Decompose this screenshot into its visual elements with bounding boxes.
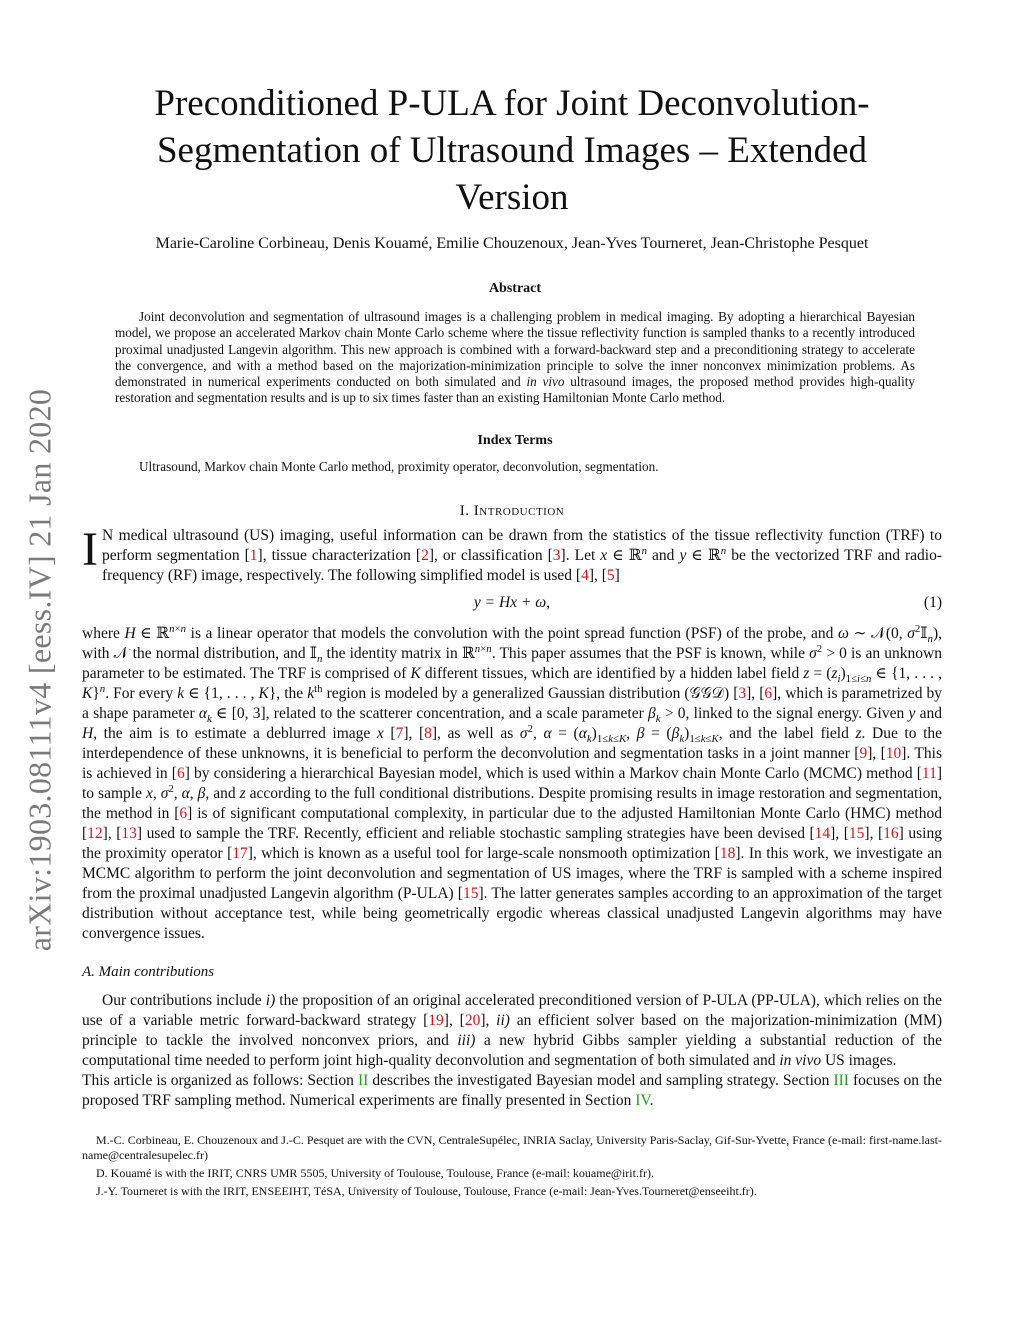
citation-link[interactable]: 6 bbox=[179, 804, 188, 822]
subsection-heading-main-contributions: A. Main contributions bbox=[82, 963, 215, 980]
footnote: M.-C. Corbineau, E. Chouzenoux and J.-C. Pesquet are with the CVN, CentraleSupélec, INRIA Saclay, University Paris-Saclay, Gif-Sur-Yvette, France (e-mail: first-name.last-name@centralesupelec.fr) bbox=[82, 1132, 942, 1162]
arxiv-identifier: arXiv:1903.08111v4 [eess.IV] 21 Jan 2020 bbox=[21, 388, 58, 952]
author-list: Marie-Caroline Corbineau, Denis Kouamé, Emilie Chouzenoux, Jean-Yves Tourneret, Jean-Christophe Pesquet bbox=[155, 235, 869, 252]
citation-link[interactable]: 19 bbox=[428, 1011, 444, 1029]
footnote: D. Kouamé is with the IRIT, CNRS UMR 5505, University of Toulouse, Toulouse, France (e-mail: kouame@irit.fr). bbox=[96, 1165, 654, 1180]
abstract-heading: Abstract bbox=[488, 281, 542, 296]
citation-link[interactable]: 1 bbox=[249, 546, 258, 564]
intro-paragraph-1: I N medical ultrasound (US) imaging, useful information can be drawn from the statistics of the tissue reflectivity function (TRF) to perform segmentation [1], tissue characterization [2], or classification [3]. Let x ∈ ℝ$^n$ and y ∈ ℝ$^n$ be the vectorized TRF and radio-frequency (RF) image, respectively. The following simplified model is used [4], [5] bbox=[82, 522, 943, 584]
index-terms-text: Ultrasound, Markov chain Monte Carlo method, proximity operator, deconvolution, segmentation. bbox=[139, 458, 659, 474]
citation-link[interactable]: 20 bbox=[464, 1011, 481, 1029]
drop-cap: I bbox=[82, 522, 98, 576]
citation-link[interactable]: 14 bbox=[814, 824, 831, 842]
equation-1: y = Hx + ω, (1) bbox=[473, 593, 942, 611]
citation-link[interactable]: 10 bbox=[885, 744, 902, 762]
citation-link[interactable]: 4 bbox=[581, 566, 589, 584]
footnotes bbox=[82, 1133, 942, 1199]
citation-link[interactable]: 9 bbox=[859, 744, 868, 762]
citation-link[interactable]: 11 bbox=[921, 764, 937, 782]
section-ref-link[interactable]: IV bbox=[635, 1091, 650, 1109]
citation-link[interactable]: 15 bbox=[848, 824, 865, 842]
citation-link[interactable]: 12 bbox=[87, 824, 103, 842]
equation-number: (1) bbox=[923, 593, 942, 611]
citation-link[interactable]: 18 bbox=[719, 844, 736, 862]
citation-link[interactable]: 6 bbox=[176, 764, 185, 782]
section-heading-introduction: I. Introduction bbox=[459, 502, 565, 519]
intro-paragraph-2: where H ∈ ℝ$^{n\times n}$ is a linear operator that models the convolution with the point spread function (PSF) of the probe, and ω ∼ 𝒩(0, $\sigma^2𝕀_n$), with 𝒩 the normal distribution, and 𝕀$_n$ the identity matrix in ℝ$^{n\times n}$. This paper assumes that the PSF is known, while $\sigma^2 > 0$ is an unknown parameter to be estimated. The TRF is comprised of K different tissues, which are identified by a hidden label field $z = (z_i)_{1\le i\le n}$ ∈ {1, . . . , K}$^n$. For every k ∈ {1, . . . , K}, the $k^{th}$ region is modeled by a generalized Gaussian distribution (𝒢𝒢𝒟) [3], [6], which is parametrized by a shape parameter $\alpha_k$ ∈ [0, 3], related to the scatterer concentration, and a scale parameter $\beta_k > 0$, linked to the signal energy. Given y and H, the aim is to estimate a deblurred image x [7], [8], as well as $\sigma^2$, $\alpha = (\alpha_k)_{1\le k\le K}$, $\beta = (\beta_k)_{1\le k\le K}$, and the label field z. Due to the interdependence of these unknowns, it is beneficial to perform the deconvolution and segmentation tasks in a joint manner [9], [10]. This is achieved in [6] by considering a hierarchical Bayesian model, which is used within a Markov chain Monte Carlo (MCMC) method [11] to sample x, $\sigma^2$, α, β, and z according to the full conditional distributions. Despite promising results in image restoration and segmentation, the method in [6] is of significant computational complexity, in particular due to the adjusted Hamiltonian Monte Carlo (HMC) method [12], [13] used to sample the TRF. Recently, efficient and reliable stochastic sampling strategies have been devised [14], [15], [16] using the proximity operator [17], which is known as a useful tool for large-scale nonsmooth optimization [18]. In this work, we investigate an MCMC algorithm to perform the joint deconvolution and segmentation of US images, where the TRF is sampled with a scheme inspired from the proximal unadjusted Langevin algorithm (P-ULA) [15]. The latter generates samples according to an approximation of the target distribution without acceptance test, while being geometrically ergodic whereas classical unadjusted Langevin algorithms may have convergence issues. bbox=[82, 622, 943, 942]
contributions-paragraph: Our contributions include i) the proposition of an original accelerated preconditioned version of P-ULA (PP-ULA), which relies on the use of a variable metric forward-backward strategy [19], [20], ii) an efficient solver based on the majorization-minimization (MM) principle to tackle the involved nonconvex priors, and iii) a new hybrid Gibbs sampler yielding a substantial reduction of the computational time needed to perform joint high-quality deconvolution and segmentation of both simulated and in vivo US images. bbox=[82, 991, 943, 1069]
arxiv-side-stamp bbox=[20, 350, 60, 990]
citation-link[interactable]: 7 bbox=[395, 724, 404, 742]
citation-link[interactable]: 15 bbox=[462, 884, 479, 902]
organization-paragraph: This article is organized as follows: Section II describes the investigated Bayesian model and sampling strategy. Section III focuses on the proposed TRF sampling method. Numerical experiments are finally presented in Section IV. bbox=[82, 1071, 943, 1109]
citation-link[interactable]: 13 bbox=[121, 824, 137, 842]
citation-link[interactable]: 5 bbox=[606, 566, 615, 584]
abstract-section bbox=[115, 281, 915, 475]
citation-link[interactable]: 8 bbox=[424, 724, 432, 742]
index-terms-heading: Index Terms bbox=[477, 432, 553, 448]
abstract-text: Joint deconvolution and segmentation of ultrasound images is a challenging problem in medical imaging. By adopting a hierarchical Bayesian model, we propose an accelerated Markov chain Monte Carlo scheme where the tissue reflectivity function is sampled thanks to a recently introduced proximal unadjusted Langevin algorithm. This new approach is combined with a forward-backward step and a preconditioning strategy to accelerate the convergence, and with a method based on the majorization-minimization principle to solve the inner nonconvex minimization problems. As demonstrated in numerical experiments conducted on both simulated and in vivo ultrasound images, the proposed method provides high-quality restoration and segmentation results and is up to six times faster than an existing Hamiltonian Monte Carlo method. bbox=[115, 309, 915, 406]
citation-link[interactable]: 3 bbox=[552, 546, 561, 564]
citation-link[interactable]: 17 bbox=[232, 844, 248, 862]
footnote: J.-Y. Tourneret is with the IRIT, ENSEEIHT, TéSA, University of Toulouse, Toulouse, France (e-mail: Jean-Yves.Tourneret@enseeiht.fr). bbox=[96, 1183, 757, 1198]
section-ref-link[interactable]: III bbox=[833, 1071, 849, 1089]
citation-link[interactable]: 2 bbox=[421, 546, 429, 564]
paper-title: Preconditioned P-ULA for Joint Deconvolution-Segmentation of Ultrasound Images – Extended Version bbox=[154, 83, 870, 218]
citation-link[interactable]: 3 bbox=[738, 684, 747, 702]
paper-page bbox=[82, 80, 942, 1202]
citation-link[interactable]: 6 bbox=[764, 684, 773, 702]
citation-link[interactable]: 16 bbox=[883, 824, 899, 842]
section-ref-link[interactable]: II bbox=[357, 1071, 369, 1089]
